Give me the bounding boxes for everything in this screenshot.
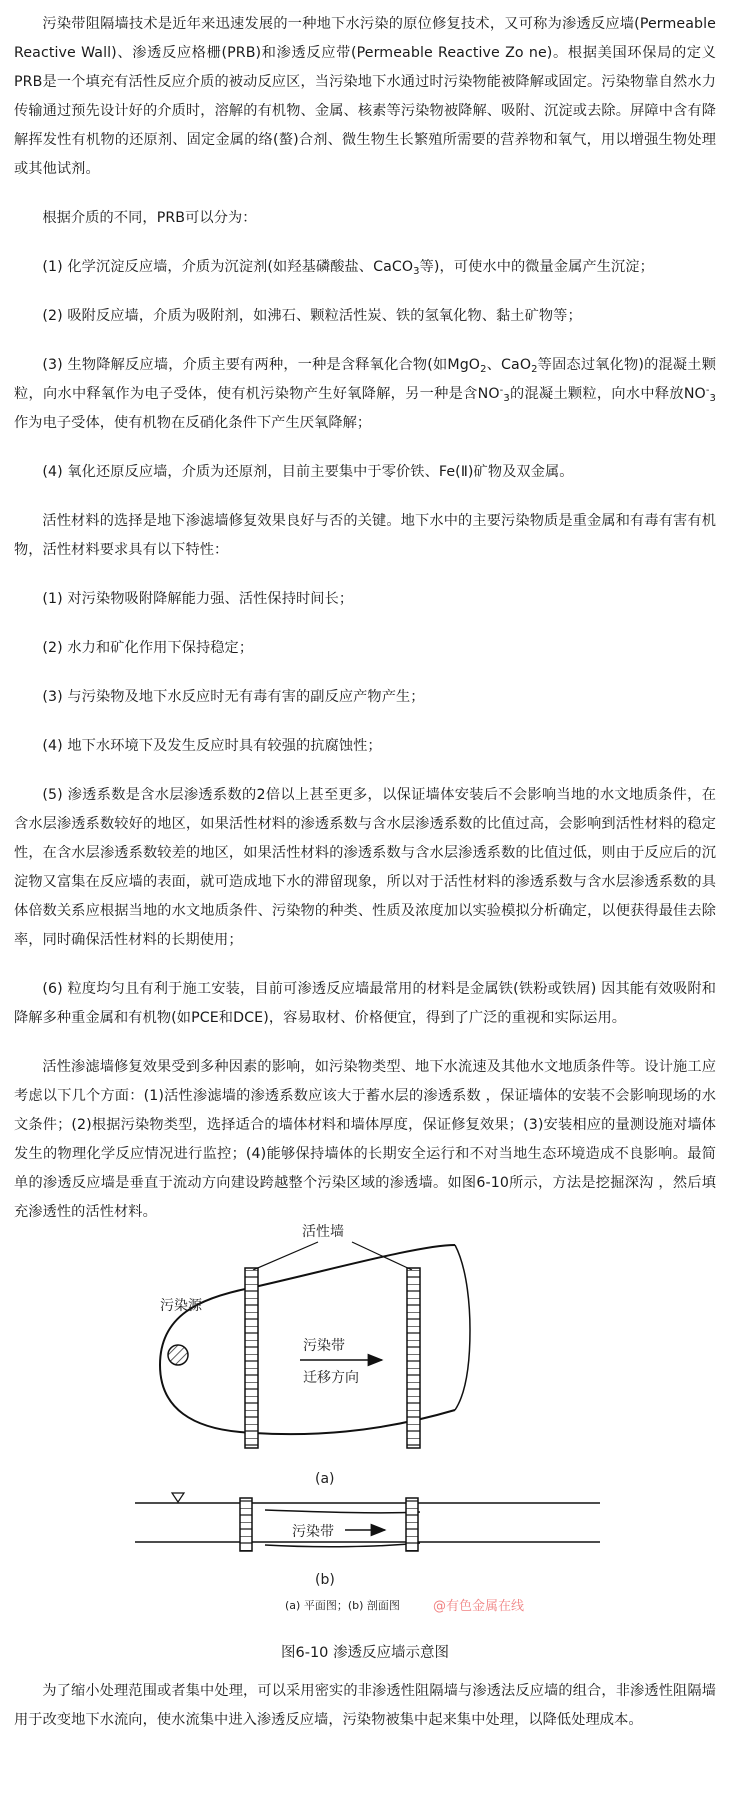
wall-pointer-left (253, 1242, 318, 1270)
paragraph-material-selection: 活性材料的选择是地下渗滤墙修复效果良好与否的关键。地下水中的主要污染物质是重金属和有毒有害有机物，活性材料要求具有以下特性： (14, 513, 716, 558)
water-table-icon (172, 1493, 184, 1502)
list-item-chemical-precipitation: (1) 化学沉淀反应墙，介质为沉淀剂(如羟基磷酸盐、CaCO$_3$等)，可使水中的微量金属产生沉淀； (42, 259, 654, 277)
figure-prb-diagram (0, 1200, 730, 1630)
active-wall-left (245, 1268, 258, 1448)
list-item-property-2: (2) 水力和矿化作用下保持稳定； (42, 640, 254, 656)
list-item-adsorption: (2) 吸附反应墙，介质为吸附剂，如沸石、颗粒活性炭、铁的氢氧化物、黏土矿物等； (42, 308, 582, 324)
list-item-redox: (4) 氧化还原反应墙，介质为还原剂，目前主要集中于零价铁、Fe(Ⅱ)矿物及双金属。 (42, 464, 574, 480)
active-wall-right (407, 1268, 420, 1448)
list-item-property-1: (1) 对污染物吸附降解能力强、活性保持时间长； (42, 591, 354, 607)
article-body (14, 10, 716, 1247)
label-plume: 污染带 (303, 1338, 345, 1354)
pollution-source-icon (168, 1345, 188, 1365)
list-item-property-4: (4) 地下水环境下及发生反应时具有较强的抗腐蚀性； (42, 738, 382, 754)
list-item-biodegradation: (3) 生物降解反应墙，介质主要有两种，一种是含释氧化合物(如MgO$_2$、CaO$_2$等固态过氧化物)的混凝土颗粒，向水中释氧作为电子受体，使有机污染物产生好氧降解，另一种是含$NO^-_3$的混凝土颗粒，向水中释放$NO^-_3$作为电子受体，使有机物在反硝化条件下产生厌氧降解； (14, 357, 716, 431)
wall-pointer-right (352, 1242, 412, 1270)
watermark: @有色金属在线 (433, 1599, 525, 1614)
list-item-property-6: (6) 粒度均匀且有利于施工安装，目前可渗透反应墙最常用的材料是金属铁(铁粉或铁屑) 因其能有效吸附和降解多种重金属和有机物(如PCE和DCE)，容易取材、价格便宜，得到了广泛的重视和实际运用。 (14, 981, 716, 1026)
paragraph-intro: 污染带阻隔墙技术是近年来迅速发展的一种地下水污染的原位修复技术，又可称为渗透反应墙(Permeable Reactive Wall)、渗透反应格栅(PRB)和渗透反应带(Permeable Reactive Zo ne)。根据美国环保局的定义PRB是一个填充有活性反应介质的被动反应区，当污染地下水通过时污染物能被降解或固定。污染物靠自然水力传输通过预先设计好的介质时，溶解的有机物、金属、核素等污染物被降解、吸附、沉淀或去除。屏障中含有降解挥发性有机物的还原剂、固定金属的络(螯)合剂、微生物生长繁殖所需要的营养物和氧气，用以增强生物处理或其他试剂。 (14, 16, 716, 177)
plume-right-lobe (455, 1245, 470, 1410)
paragraph-combination: 为了缩小处理范围或者集中处理，可以采用密实的非渗透性阻隔墙与渗透法反应墙的组合，非渗透性阻隔墙用于改变地下水流向，使水流集中进入渗透反应墙，污染物被集中起来集中处理，以降低处理成本。 (14, 1683, 716, 1728)
figure-caption: 图6-10 渗透反应墙示意图 (280, 1645, 450, 1661)
article-conclusion (14, 1677, 716, 1755)
label-pollution-source: 污染源 (160, 1298, 202, 1314)
paragraph-classification: 根据介质的不同，PRB可以分为： (42, 210, 257, 226)
label-b: (b) (315, 1572, 335, 1588)
list-item-property-5: (5) 渗透系数是含水层渗透系数的2倍以上甚至更多，以保证墙体安装后不会影响当地的水文地质条件，在含水层渗透系数较好的地区，如果活性材料的渗透系数与含水层渗透系数的比值过高，会影响到活性材料的稳定性，在含水层渗透系数较差的地区，如果活性材料的渗透系数与含水层渗透系数的比值过低，则由于反应后的沉淀物又富集在反应墙的表面，就可造成地下水的滞留现象，所以对于活性材料的渗透系数与含水层渗透系数的具体倍数关系应根据当地的水文地质条件、污染物的种类、性质及浓度加以实验模拟分析确定，以便获得最佳去除率，同时确保活性材料的长期使用； (14, 787, 716, 948)
paragraph-design: 活性渗滤墙修复效果受到多种因素的影响，如污染物类型、地下水流速及其他水文地质条件等。设计施工应考虑以下几个方面：(1)活性渗滤墙的渗透系数应该大于蓄水层的渗透系数 ，保证墙体的安装不会影响现场的水文条件；(2)根据污染物类型，选择适合的墙体材料和墙体厚度，保证修复效果；(3)安装相应的量测设施对墙体发生的物理化学反应情况进行监控；(4)能够保持墙体的长期安全运行和不对当地生态环境造成不良影响。最简单的渗透反应墙是垂直于流动方向建设跨越整个污染区域的渗透墙。如图6-10所示，方法是挖掘深沟 ，然后填充渗透性的活性材料。 (14, 1059, 716, 1220)
diagram-svg (0, 1200, 730, 1630)
label-migration-direction: 迁移方向 (303, 1370, 359, 1386)
list-item-property-3: (3) 与污染物及地下水反应时无有毒有害的副反应产物产生； (42, 689, 425, 705)
section-view (135, 1493, 600, 1588)
label-plume-section: 污染带 (292, 1524, 334, 1540)
section-plume-outline (265, 1510, 420, 1547)
plan-view (160, 1223, 470, 1487)
section-wall-right (406, 1498, 418, 1551)
label-active-wall: 活性墙 (302, 1224, 344, 1240)
section-wall-left (240, 1498, 252, 1551)
label-a: (a) (315, 1471, 335, 1487)
figure-legend: (a) 平面图；(b) 剖面图 (285, 1599, 400, 1612)
